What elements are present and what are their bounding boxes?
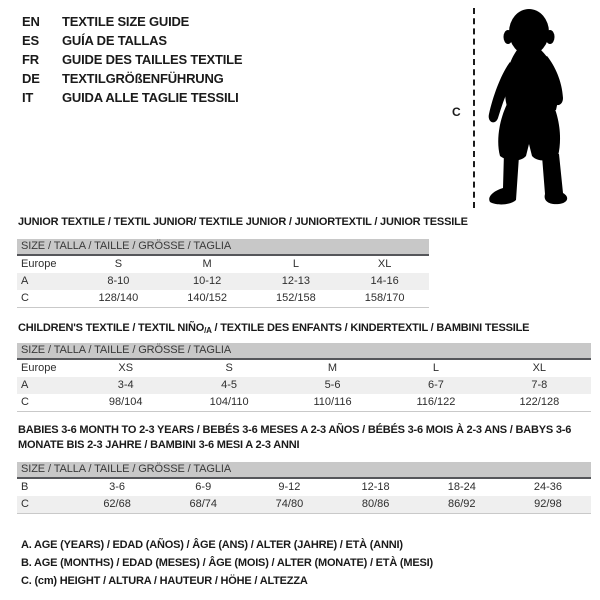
height-cell: 140/152	[187, 292, 227, 304]
children-title-pre: CHILDREN'S TEXTILE / TEXTIL NIÑO	[18, 322, 205, 334]
language-label: TEXTILE SIZE GUIDE	[62, 14, 190, 29]
row-label: C	[21, 292, 29, 304]
table-row-height	[17, 290, 429, 308]
language-label: GUÍA DE TALLAS	[62, 33, 167, 48]
months-cell: 6-9	[195, 481, 212, 493]
language-row-it	[22, 88, 242, 107]
age-cell: 5-6	[324, 379, 341, 391]
age-cell: 12-13	[281, 275, 310, 287]
row-label: C	[21, 498, 29, 510]
junior-table-title: JUNIOR TEXTILE / TEXTIL JUNIOR/ TEXTILE JUNIOR / JUNIORTEXTIL / JUNIOR TESSILE	[18, 216, 468, 228]
size-header-bar: SIZE / TALLA / TAILLE / GRÖSSE / TAGLIA	[17, 239, 429, 256]
height-cell: 128/140	[98, 292, 139, 304]
height-cell: 74/80	[275, 498, 304, 510]
age-cell: 10-12	[193, 275, 222, 287]
height-cell: 158/170	[364, 292, 405, 304]
months-cell: 9-12	[278, 481, 301, 493]
row-label: Europe	[21, 258, 57, 270]
height-cell: 110/116	[313, 396, 352, 408]
language-code: FR	[22, 52, 39, 67]
children-title-post: / TEXTILE DES ENFANTS / KINDERTEXTIL / BAMBINI TESSILE	[211, 322, 530, 334]
age-cell: 3-4	[117, 379, 134, 391]
language-code: EN	[22, 14, 40, 29]
months-cell: 3-6	[109, 481, 126, 493]
footnote-c: C. (cm) HEIGHT / ALTURA / HAUTEUR / HÖHE / ALTEZZA	[21, 575, 308, 587]
children-title-subscript: /A	[204, 326, 212, 335]
age-cell: 4-5	[221, 379, 238, 391]
height-cell: 152/158	[275, 292, 316, 304]
months-cell: 18-24	[447, 481, 476, 493]
height-cell: 68/74	[189, 498, 218, 510]
row-label: B	[21, 481, 29, 493]
table-row-age	[17, 377, 591, 394]
size-cell: L	[292, 258, 299, 270]
height-cell: 98/104	[108, 396, 143, 408]
row-label: Europe	[21, 362, 57, 374]
language-code: DE	[22, 71, 40, 86]
table-row-height	[17, 394, 591, 412]
age-cell: 8-10	[107, 275, 130, 287]
language-row-fr	[22, 50, 242, 69]
size-cell: XL	[532, 362, 547, 374]
language-row-en	[22, 12, 242, 31]
language-row-de	[22, 69, 242, 88]
age-cell: 14-16	[370, 275, 399, 287]
table-row-europe	[17, 256, 429, 273]
babies-table-title: BABIES 3-6 MONTH TO 2-3 YEARS / BEBÉS 3-6 MESES A 2-3 AÑOS / BÉBÉS 3-6 MOIS À 2-3 ANS / BABYS 3-6 MONATE BIS 2-3 JAHRE / BAMBINI 3-6 MESI A 2-3 ANNI	[18, 424, 572, 451]
size-cell: XS	[118, 362, 134, 374]
height-marker-label: C	[452, 105, 461, 119]
months-cell: 24-36	[533, 481, 563, 493]
size-header-bar: SIZE / TALLA / TAILLE / GRÖSSE / TAGLIA	[17, 462, 591, 479]
age-cell: 7-8	[531, 379, 548, 391]
language-header	[22, 12, 242, 107]
height-dashed-line	[473, 8, 475, 208]
footnote-a: A. AGE (YEARS) / EDAD (AÑOS) / ÂGE (ANS) / ALTER (JAHRE) / ETÀ (ANNI)	[21, 539, 403, 551]
height-cell: 92/98	[534, 498, 562, 510]
size-cell: M	[327, 362, 338, 374]
size-cell: S	[114, 258, 123, 270]
children-table-title	[18, 321, 529, 338]
junior-size-table	[17, 239, 429, 308]
row-label: A	[21, 379, 29, 391]
size-cell: L	[432, 362, 439, 374]
months-cell: 12-18	[361, 481, 390, 493]
footnotes	[21, 536, 433, 590]
height-cell: 86/92	[448, 498, 476, 510]
table-row-months	[17, 479, 591, 496]
height-cell: 62/68	[103, 498, 131, 510]
language-row-es	[22, 31, 242, 50]
babies-size-table	[17, 462, 591, 514]
height-cell: 122/128	[519, 396, 560, 408]
language-code: IT	[22, 90, 34, 105]
row-label: C	[21, 396, 29, 408]
height-cell: 80/86	[361, 498, 390, 510]
language-label: GUIDA ALLE TAGLIE TESSILI	[62, 90, 239, 105]
language-label: GUIDE DES TAILLES TEXTILE	[62, 52, 243, 67]
language-label: TEXTILGRÖßENFÜHRUNG	[62, 71, 224, 86]
height-cell: 116/122	[416, 396, 456, 408]
table-row-europe	[17, 360, 591, 377]
language-code: ES	[22, 33, 39, 48]
footnote-b: B. AGE (MONTHS) / EDAD (MESES) / ÂGE (MOIS) / ALTER (MONATE) / ETÀ (MESI)	[21, 557, 433, 569]
size-cell: M	[202, 258, 212, 270]
size-cell: XL	[377, 258, 392, 270]
age-cell: 6-7	[427, 379, 444, 391]
children-size-table	[17, 343, 591, 412]
table-row-age	[17, 273, 429, 290]
table-row-height	[17, 496, 591, 514]
baby-silhouette-icon	[483, 6, 583, 211]
height-cell: 104/110	[209, 396, 249, 408]
size-cell: S	[225, 362, 233, 374]
row-label: A	[21, 275, 29, 287]
size-header-bar: SIZE / TALLA / TAILLE / GRÖSSE / TAGLIA	[17, 343, 591, 360]
